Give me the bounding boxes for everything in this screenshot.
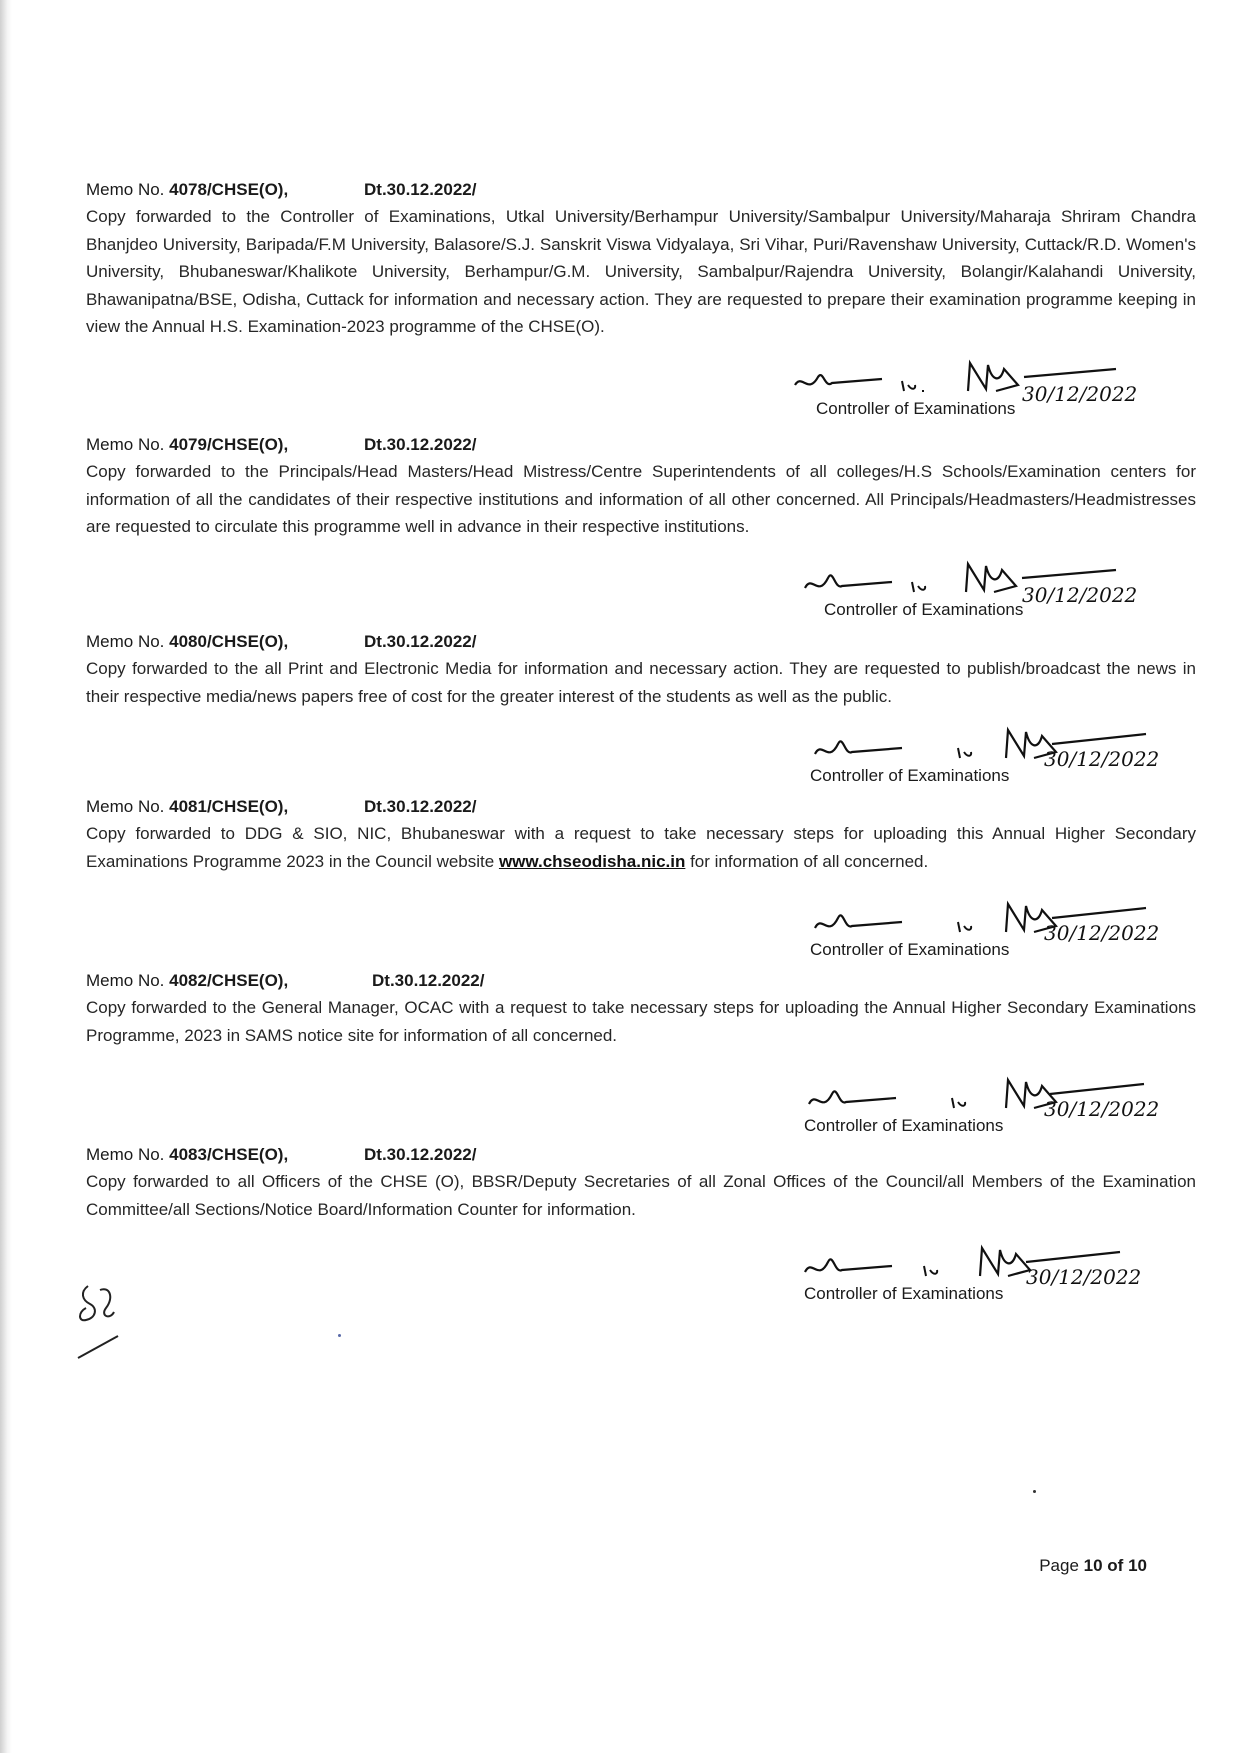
page-total: 10 (1128, 1556, 1147, 1575)
council-website-link[interactable]: www.chseodisha.nic.in (498, 851, 686, 871)
memo-number-value: 4083/CHSE(O), (169, 1145, 289, 1164)
memo-body: Copy forwarded to the General Manager, OCAC with a request to take necessary steps for uploading the Annual Higher Secondary Examinations Programme, 2023 in SAMS notice site for information of all concerned. (86, 998, 1196, 1045)
memo-header (86, 432, 1196, 458)
memo-number-value: 4082/CHSE(O), (169, 971, 289, 990)
memo-number (86, 432, 364, 458)
memo-body: Copy forwarded to the all Print and Electronic Media for information and necessary action. They are requested to publish/broadcast the news in their respective media/news papers free of cost for the greater interest of the students as well as the public. (86, 659, 1196, 706)
handwritten-initials (70, 1278, 140, 1368)
svg-text:30/12/2022: 30/12/2022 (1022, 382, 1138, 406)
page-current: 10 (1083, 1556, 1103, 1575)
svg-text:30/12/2022: 30/12/2022 (1044, 747, 1160, 771)
svg-text:30/12/2022: 30/12/2022 (1044, 921, 1160, 945)
page-label: Page (1039, 1556, 1079, 1575)
memo-4078 (86, 177, 1196, 341)
memo-number-prefix: Memo No. (86, 797, 170, 816)
memo-body: Copy forwarded to the Principals/Head Masters/Head Mistress/Centre Superintendents of all colleges/H.S Schools/Examination centers for information of all the candidates of their respective institutions and information of all other concerned. All Principals/Headmasters/Headmistresses are requested to circulate this programme well in advance in their respective institutions. (86, 462, 1196, 536)
memo-number-value: 4079/CHSE(O), (169, 435, 289, 454)
memo-body: Copy forwarded to all Officers of the CHSE (O), BBSR/Deputy Secretaries of all Zonal Offices of the Council/all Members of the Examination Committee/all Sections/Notice Board/Information Counter for information. (86, 1172, 1196, 1219)
page-of: of (1107, 1556, 1124, 1575)
signatory-title: Controller of Examinations (804, 1116, 1004, 1135)
memo-date: Dt.30.12.2022/ (364, 797, 477, 816)
memo-number (86, 177, 364, 203)
signature-block-4078 (790, 355, 1210, 417)
signatory-title: Controller of Examinations (810, 940, 1010, 959)
svg-text:30/12/2022: 30/12/2022 (1022, 583, 1138, 607)
memo-header (86, 794, 1196, 820)
memo-number-value: 4081/CHSE(O), (169, 797, 289, 816)
memo-number-prefix: Memo No. (86, 632, 170, 651)
memo-date: Dt.30.12.2022/ (364, 632, 477, 651)
memo-number-prefix: Memo No. (86, 971, 170, 990)
signatory-title: Controller of Examinations (804, 1284, 1004, 1303)
memo-header (86, 968, 1196, 994)
memo-number-prefix: Memo No. (86, 180, 170, 199)
signatory-title: Controller of Examinations (810, 766, 1010, 785)
memo-number (86, 794, 364, 820)
memo-number-value: 4080/CHSE(O), (169, 632, 289, 651)
memo-body: Copy forwarded to the Controller of Examinations, Utkal University/Berhampur University/Sambalpur University/Maharaja Shriram Chandra Bhanjdeo University, Baripada/F.M University, Balasore/S.J. Sanskrit Viswa Vidyalaya, Sri Vihar, Puri/Ravenshaw University, Cuttack/R.D. Women's University, Bhubaneswar/Khalikote University, Berhampur/G.M. University, Sambalpur/Rajendra University, Bolangir/Kalahandi University, Bhawanipatna/BSE, Odisha, Cuttack for information and necessary action. They are requested to prepare their examination programme keeping in view the Annual H.S. Examination-2023 programme of the CHSE(O). (86, 207, 1196, 336)
page-number (1039, 1556, 1147, 1576)
signatory-title: Controller of Examinations (816, 399, 1016, 418)
signature-block-4080 (810, 722, 1230, 784)
memo-number-value: 4078/CHSE(O), (169, 180, 289, 199)
memo-header (86, 177, 1196, 203)
signatory-title: Controller of Examinations (824, 600, 1024, 619)
memo-4081 (86, 794, 1196, 875)
scan-speck (338, 1334, 341, 1337)
memo-header (86, 629, 1196, 655)
signature-block-4079 (800, 556, 1220, 618)
memo-body-text: Copy forwarded to DDG & SIO, NIC, Bhubaneswar with a request to take necessary steps for uploading this Annual Higher Secondary Examinations Programme 2023 in the Council website (86, 824, 1196, 871)
memo-date: Dt.30.12.2022/ (364, 180, 477, 199)
svg-text:30/12/2022: 30/12/2022 (1044, 1097, 1160, 1121)
svg-text:30/12/2022: 30/12/2022 (1026, 1265, 1142, 1289)
signature-block-4083 (800, 1240, 1220, 1302)
memo-date: Dt.30.12.2022/ (372, 971, 485, 990)
scan-speck (1033, 1490, 1036, 1493)
scan-edge-shadow (0, 0, 12, 1753)
memo-number (86, 968, 372, 994)
signature-block-4081 (810, 896, 1230, 958)
memo-4083 (86, 1142, 1196, 1223)
memo-date: Dt.30.12.2022/ (364, 435, 477, 454)
memo-header (86, 1142, 1196, 1168)
memo-4079 (86, 432, 1196, 541)
memo-number (86, 1142, 364, 1168)
memo-number (86, 629, 364, 655)
memo-number-prefix: Memo No. (86, 1145, 170, 1164)
signature-block-4082 (804, 1072, 1224, 1134)
memo-body-text: for information of all concerned. (685, 851, 929, 871)
memo-number-prefix: Memo No. (86, 435, 170, 454)
memo-4080 (86, 629, 1196, 710)
memo-date: Dt.30.12.2022/ (364, 1145, 477, 1164)
memo-body (86, 820, 1196, 875)
memo-4082 (86, 968, 1196, 1049)
